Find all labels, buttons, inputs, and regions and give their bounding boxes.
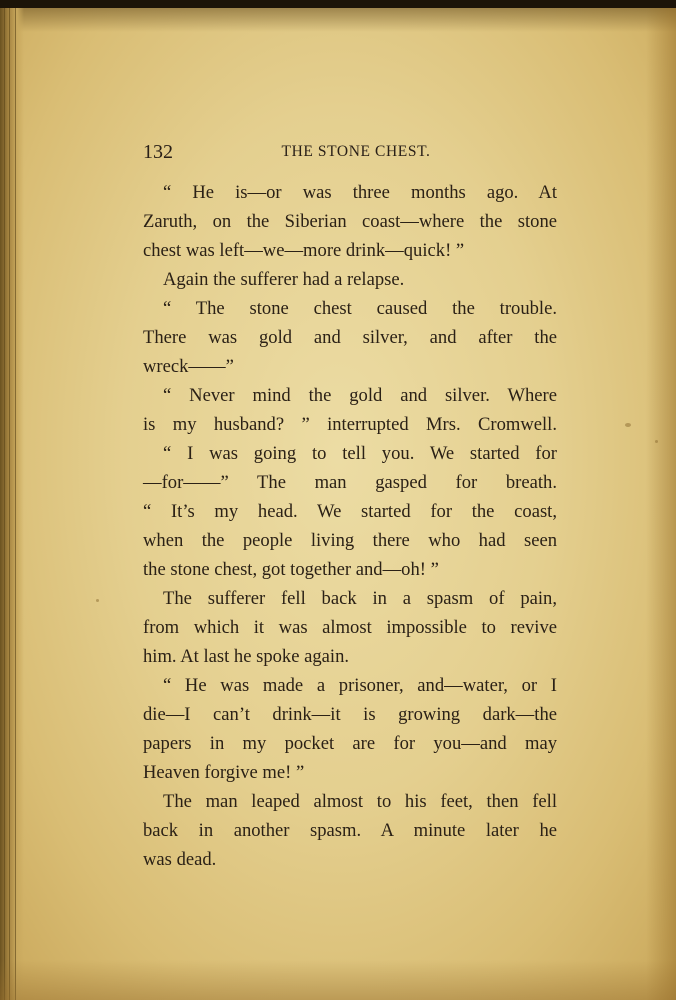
text-line: The sufferer fell back in a spasm of pain,: [163, 588, 557, 609]
text-line: die—I can’t drink—it is growing dark—the: [143, 704, 557, 725]
text-line: Zaruth, on the Siberian coast—where the stone: [143, 211, 557, 232]
text-line: “ The stone chest caused the trouble.: [163, 298, 557, 319]
running-title: THE STONE CHEST.: [281, 143, 431, 160]
body-text: [143, 178, 557, 874]
bottom-edge-shade: [0, 960, 676, 1000]
text-line: The man leaped almost to his feet, then fell: [163, 791, 557, 812]
text-line: wreck——”: [143, 356, 234, 377]
text-line: chest was left—we—more drink—quick! ”: [143, 240, 465, 261]
text-line: Again the sufferer had a relapse.: [163, 269, 405, 290]
text-line: “ He is—or was three months ago. At: [163, 182, 557, 203]
paper-speck: [96, 599, 99, 602]
text-line: Heaven forgive me! ”: [143, 762, 305, 783]
text-line: from which it was almost impossible to revive: [143, 617, 557, 638]
page-number: 132: [143, 141, 173, 163]
text-line: when the people living there who had seen: [143, 530, 557, 551]
text-line: back in another spasm. A minute later he: [143, 820, 557, 841]
text-line: “ I was going to tell you. We started for: [163, 443, 557, 464]
page-header: [143, 141, 555, 165]
top-edge-shadow: [0, 8, 676, 32]
text-line: him. At last he spoke again.: [143, 646, 350, 667]
text-line: “ Never mind the gold and silver. Where: [163, 385, 557, 406]
text-line: the stone chest, got together and—oh! ”: [143, 559, 439, 580]
right-edge-shade: [646, 8, 676, 1000]
spine-line: [4, 8, 5, 1000]
text-line: was dead.: [143, 849, 217, 870]
spine-line: [9, 8, 10, 1000]
spine-line: [15, 8, 16, 1000]
text-line: is my husband? ” interrupted Mrs. Cromwell.: [143, 414, 557, 435]
book-page: [0, 8, 676, 1000]
text-line: —for——” The man gasped for breath.: [143, 472, 557, 493]
paper-speck: [655, 440, 658, 443]
text-line: “ He was made a prisoner, and—water, or I: [163, 675, 557, 696]
text-line: “ It’s my head. We started for the coast,: [143, 501, 557, 522]
text-line: papers in my pocket are for you—and may: [143, 733, 557, 754]
paper-speck: [625, 423, 631, 427]
text-line: There was gold and silver, and after the: [143, 327, 557, 348]
